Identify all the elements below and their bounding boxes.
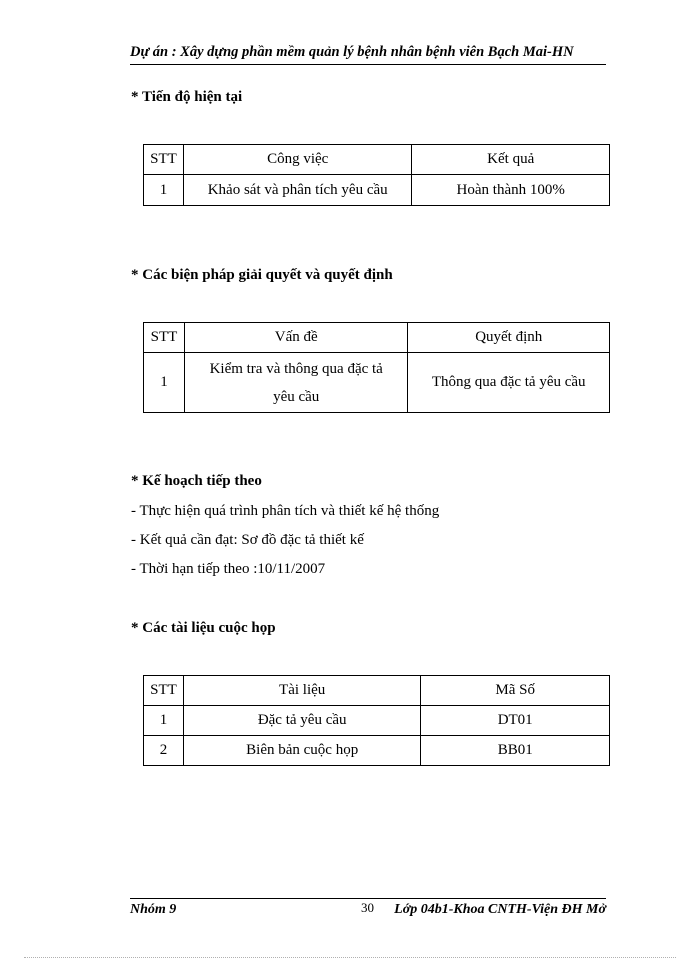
decisions-table (143, 322, 610, 413)
plan-line-task: - Thực hiện quá trình phân tích và thiết kế hệ thống (131, 503, 440, 519)
column-header-issue: Vấn đề (184, 323, 408, 353)
table-row (144, 175, 610, 206)
column-header-code: Mã Số (421, 676, 610, 706)
heading-meeting-documents: * Các tài liệu cuộc họp (131, 620, 276, 636)
table-row (144, 706, 610, 736)
column-header-stt: STT (144, 676, 184, 706)
cell-stt: 1 (144, 353, 185, 413)
cell-stt: 1 (144, 175, 184, 206)
page-number: 30 (361, 900, 374, 915)
table-header-row (144, 145, 610, 175)
page-break-divider (24, 957, 676, 958)
cell-issue: Kiểm tra và thông qua đặc tả yêu cầu (184, 353, 408, 413)
progress-table (143, 144, 610, 206)
column-header-stt: STT (144, 323, 185, 353)
footer-class-info: Lớp 04b1-Khoa CNTH-Viện ĐH Mở (394, 902, 606, 917)
cell-result: Hoàn thành 100% (412, 175, 610, 206)
table-row (144, 736, 610, 766)
cell-decision: Thông qua đặc tả yêu cầu (408, 353, 610, 413)
cell-document: Biên bản cuộc họp (183, 736, 420, 766)
heading-solutions-decisions: * Các biện pháp giải quyết và quyết định (131, 267, 393, 283)
documents-table (143, 675, 610, 766)
column-header-stt: STT (144, 145, 184, 175)
heading-current-progress: * Tiến độ hiện tại (131, 89, 243, 105)
table-row (144, 353, 610, 413)
column-header-document: Tài liệu (183, 676, 420, 706)
cell-task: Khảo sát và phân tích yêu cầu (183, 175, 411, 206)
column-header-decision: Quyết định (408, 323, 610, 353)
project-title: Dự án : Xây dựng phần mềm quản lý bệnh nhân bệnh viên Bạch Mai-HN (130, 44, 574, 60)
page-footer (130, 898, 606, 919)
cell-document: Đặc tả yêu cầu (183, 706, 420, 736)
plan-line-expected-result: - Kết quả cần đạt: Sơ đồ đặc tả thiết kế (131, 532, 364, 548)
table-header-row (144, 323, 610, 353)
cell-code: BB01 (421, 736, 610, 766)
column-header-task: Công việc (183, 145, 411, 175)
cell-stt: 1 (144, 706, 184, 736)
column-header-result: Kết quả (412, 145, 610, 175)
heading-next-plan: * Kế hoạch tiếp theo (131, 473, 262, 489)
table-header-row (144, 676, 610, 706)
plan-line-deadline: - Thời hạn tiếp theo :10/11/2007 (131, 561, 326, 577)
cell-code: DT01 (421, 706, 610, 736)
page-header (130, 44, 606, 65)
footer-group: Nhóm 9 (130, 902, 177, 917)
cell-stt: 2 (144, 736, 184, 766)
